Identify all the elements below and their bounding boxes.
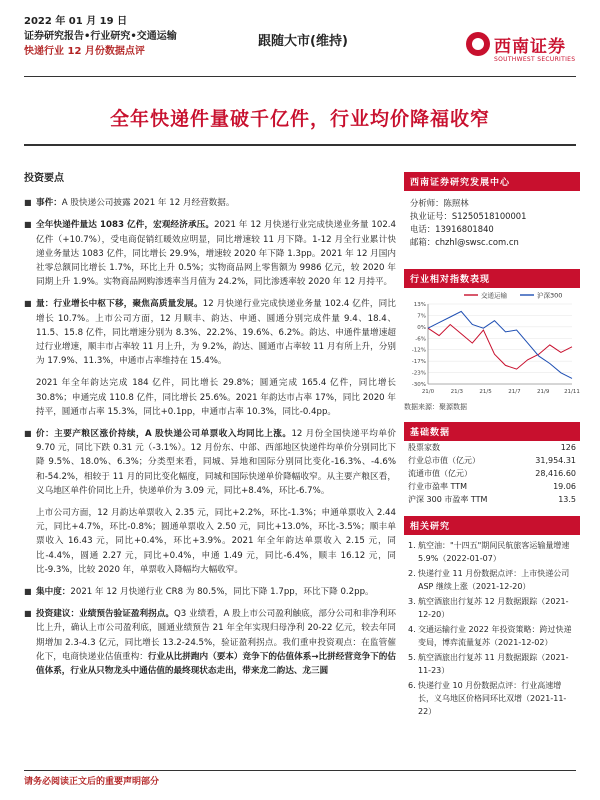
paragraph-listed-price: 上市公司方面，12 月韵达单票收入 2.35 元，同比+2.2%，环比-1.3%；申通单票收入 2.44 元，同比+4.7%，环比-0.8%；圆通单票收入 2.50 元，同比+13.0%，环比-3.5%；顺丰单票收入 16.43 元，同比+0.4%，环比+3.9%。2021 年全年韵达单票收入 2.15 元，同比-4.4%，圆通 2.27 元，同比+0.4%，申通 1.49 元，同比-6.4%，顺丰 16.12 元，同比-9.3%，比较 2020 年，单票收入降幅均大幅收窄。 — [36, 508, 396, 575]
email-label: 邮箱： — [410, 237, 436, 247]
legend-label: 交通运输 — [481, 291, 507, 300]
report-type: 证券研究报告•行业研究•交通运输 — [24, 31, 177, 42]
basic-data-value: 19.06 — [553, 482, 576, 491]
paragraph-price — [24, 427, 396, 498]
basic-data-row — [404, 467, 580, 480]
basic-data-section — [404, 422, 580, 506]
chart-source-note: 数据来源：聚源数据 — [404, 403, 467, 411]
y-tick-label: -30% — [411, 382, 426, 388]
basic-data-row — [404, 493, 580, 506]
basic-data-title: 基础数据 — [404, 422, 580, 441]
report-title: 全年快递件量破千亿件，行业均价降福收窄 — [109, 108, 490, 130]
related-item-text: 航空酒旅出行复苏 11 月数据跟踪（2021-11-23） — [418, 653, 569, 675]
x-tick-label: 21/3 — [450, 389, 463, 395]
related-item-number: 1. — [408, 541, 416, 550]
x-tick-label: 21/5 — [479, 389, 492, 395]
license-row — [410, 210, 576, 223]
basic-data-key: 行业市盈率 TTM — [408, 482, 468, 491]
chart-title: 行业相对指数表现 — [404, 269, 580, 288]
analyst-label: 分析师： — [410, 198, 444, 208]
basic-data-value: 31,954.31 — [535, 456, 576, 465]
paragraph-concentration — [24, 585, 396, 599]
email-row — [410, 236, 576, 249]
basic-data-row — [404, 441, 580, 454]
y-tick-label: -12% — [411, 347, 426, 354]
related-item-number: 6. — [408, 681, 416, 690]
related-item-text: 交通运输行业 2022 年投资策略：跨过快递变局，博弈流量复苏（2021-12-02） — [418, 625, 572, 647]
x-tick-label: 21/7 — [508, 389, 521, 395]
basic-data-key: 股票家数 — [408, 443, 440, 452]
p4-label: 价：主要产粮区涨价持续，A 股快递公司单票收入均同比上涨。 — [36, 429, 292, 440]
basic-data-key: 沪深 300 市盈率 TTM — [408, 495, 488, 504]
basic-data-row — [404, 454, 580, 467]
related-item-number: 4. — [408, 625, 416, 634]
chart-section — [404, 269, 580, 412]
related-research-item[interactable] — [408, 623, 576, 649]
relative-index-chart — [404, 288, 580, 398]
basic-data-value: 28,416.60 — [535, 469, 576, 478]
paragraph-annual: 2021 年全年韵达完成 184 亿件，同比增长 29.8%；圆通完成 165.4 亿件，同比增长 30.8%；申通完成 110.8 亿件，同比增长 25.6%。2021 年韵达市占率 17%，同比 2020 年持平，圆通市占率 15.3%，同比+0.1pp，申通市占率 10.3%，同比-0.4pp。 — [36, 378, 396, 417]
p2-text: 12 月快递行业完成快递业务量 102.4 亿件，同比增长 10.7%。上市公司方面，12 月顺丰、韵达、申通、圆通分别完成件量 9.4、18.4、11.5、15.8 亿件，同比增速分别为 8.3%、22.2%、19.6%、6.2%。韵达、申通件量增速超过行业增速，顺丰市占率较 11 月上升，为 9.2%，韵达、圆通市占率较 11 月有所上升，分别为 17.9%、11.3%，申通市占率维持在 15.4%。 — [36, 299, 396, 367]
phone-label: 电话： — [410, 224, 436, 234]
related-research-title: 相关研究 — [404, 516, 580, 535]
logo-text-en: SOUTHWEST SECURITIES — [494, 56, 576, 63]
x-tick-label: 21/11 — [564, 389, 580, 395]
p6-text: 2021 年 12 月快递行业 CR8 为 80.5%，同比下降 1.7pp，环比下降 0.2pp。 — [70, 587, 374, 598]
event-text: A 股快递公司披露 2021 年 12 月经营数据。 — [61, 198, 235, 209]
related-item-number: 2. — [408, 569, 416, 578]
related-research-item[interactable] — [408, 539, 576, 565]
p7-text: Q3 业绩看，A 股上市公司盈利触底，部分公司和非净利环比上升，确认上市公司盈利底，圆通业绩预告 21 年全年实现归母净利 20-22 亿元，较去年同期增加 2.3-4.3 亿元，同比增长 13.2-24.5%，验证盈利拐点。我们重申投资观点：在监管催化下，电商快递业估值重构： — [36, 609, 396, 662]
analyst-name: 陈照林 — [443, 198, 469, 208]
sidebar — [404, 172, 580, 720]
rating: 跟随大市(维持) — [258, 34, 348, 49]
divider-title — [24, 144, 576, 146]
y-tick-label: 7% — [417, 313, 426, 320]
license-value: S1250518100001 — [451, 211, 527, 221]
report-meta — [24, 14, 177, 59]
event-label: 事件： — [36, 198, 62, 209]
paragraph-event — [24, 196, 396, 210]
logo-text-cn: 西南证券 — [494, 37, 566, 57]
logo-emblem-icon — [466, 32, 490, 56]
related-item-text: 快递行业 10 月份数据点评：行业高速增长，义乌地区价格同环比双增（2021-11-22） — [418, 681, 567, 716]
basic-data-key: 行业总市值（亿元） — [408, 456, 480, 465]
basic-data-value: 13.5 — [558, 495, 576, 504]
analyst-row — [410, 197, 576, 210]
related-item-text: 快递行业 11 月份数据点评：上市快递公司 ASP 继续上涨（2021-12-20） — [418, 569, 570, 591]
main-content — [24, 172, 396, 686]
email-value[interactable]: chzhl@swsc.com.cn — [435, 237, 519, 247]
company-logo — [466, 32, 586, 74]
x-tick-label: 21/9 — [537, 389, 550, 395]
related-research-item[interactable] — [408, 567, 576, 593]
y-tick-label: 13% — [413, 302, 426, 308]
x-tick-label: 21/0 — [421, 389, 435, 395]
y-tick-label: -17% — [411, 359, 426, 366]
related-research-list — [404, 535, 580, 718]
report-date: 2022 年 01 月 19 日 — [24, 16, 128, 27]
related-research-item[interactable] — [408, 651, 576, 677]
research-center-title: 西南证券研究发展中心 — [404, 172, 580, 191]
related-research-item[interactable] — [408, 679, 576, 718]
analyst-info — [404, 191, 580, 255]
series-line — [428, 325, 572, 370]
related-item-number: 5. — [408, 653, 416, 662]
p7-label: 投资建议：业绩预告验证盈利拐点。 — [36, 609, 175, 620]
p4-text: 12 月份全国快递平均单价 9.70 元，同比下跌 0.31 元（-3.1%）。12 月份东、中部、西部地区快递件均单价分别同比下降 9.5%、18.0%、6.3%；分类型来看，同城、异地和国际分别同比变化-16.3%、-4.6%和-54.2%，相较于 11 月的同比变化幅度，同城和国际快递单价降幅收窄。从主要产粮区看，义乌地区单件价同比上升，快递单价为 3.09 元，同比+8.4%，环比-6.7%。 — [36, 429, 396, 496]
y-tick-label: 0% — [417, 324, 426, 331]
report-subtitle: 快递行业 12 月份数据点评 — [24, 46, 145, 57]
divider-top — [24, 76, 576, 77]
related-item-number: 3. — [408, 597, 416, 606]
phone-row — [410, 223, 576, 236]
y-tick-label: -6% — [415, 336, 426, 343]
paragraph-volume — [24, 297, 396, 368]
y-tick-label: -23% — [411, 370, 426, 377]
section-title: 投资要点 — [24, 173, 64, 184]
license-label: 执业证号： — [410, 211, 452, 221]
basic-data-table — [404, 441, 580, 506]
p6-label: 集中度： — [36, 587, 71, 598]
paragraph-volume-total — [24, 218, 396, 289]
basic-data-key: 流通市值（亿元） — [408, 469, 472, 478]
p7-bold: 行业从比拼跑内（要本）竞争下的估值体系→比拼经营竞争下的估值体系，行业从只物龙头中通估值的最终现状态走出，带来龙二韵达、龙三圆 — [36, 651, 396, 677]
related-research-item[interactable] — [408, 595, 576, 621]
p1-label: 全年快递件量达 1083 亿件，宏观经济承压。 — [36, 220, 215, 231]
p1-text: 2021 年 12 月快递行业完成快递业务量 102.4 亿件（+10.7%），受电商促销红暖效应明显，同比增速较 11 月下降。1-12 月全行业累计快递业务量达 1083 亿件，同比增长 29.9%，增速较 2020 年下降 1.3pp。2021 年 12 月国内社零总额同比增长 1.7%，环比上升 0.5%；实物商品网上零售额为 9986 亿元，较 2020 年同期上升 1.9%。实物商品网购渗透率当月值为 24.2%，同比渗透率较 2020 年 12 月持平。 — [36, 220, 396, 288]
basic-data-value: 126 — [560, 443, 576, 452]
related-research-section — [404, 516, 580, 718]
basic-data-row — [404, 480, 580, 493]
p2-label: 量：行业增长中枢下移，聚焦高质量发展。 — [36, 299, 203, 310]
footer-disclaimer: 请务必阅读正文后的重要声明部分 — [24, 770, 576, 787]
related-item-text: 航空油："十四五"期间民航旅客运输量增速 5.9%（2022-01-07） — [418, 541, 570, 563]
related-item-text: 航空酒旅出行复苏 12 月数据跟踪（2021-12-20） — [418, 597, 569, 619]
legend-label: 沪深300 — [537, 291, 563, 300]
phone-value: 13916801840 — [435, 224, 494, 234]
paragraph-recommendation — [24, 607, 396, 678]
